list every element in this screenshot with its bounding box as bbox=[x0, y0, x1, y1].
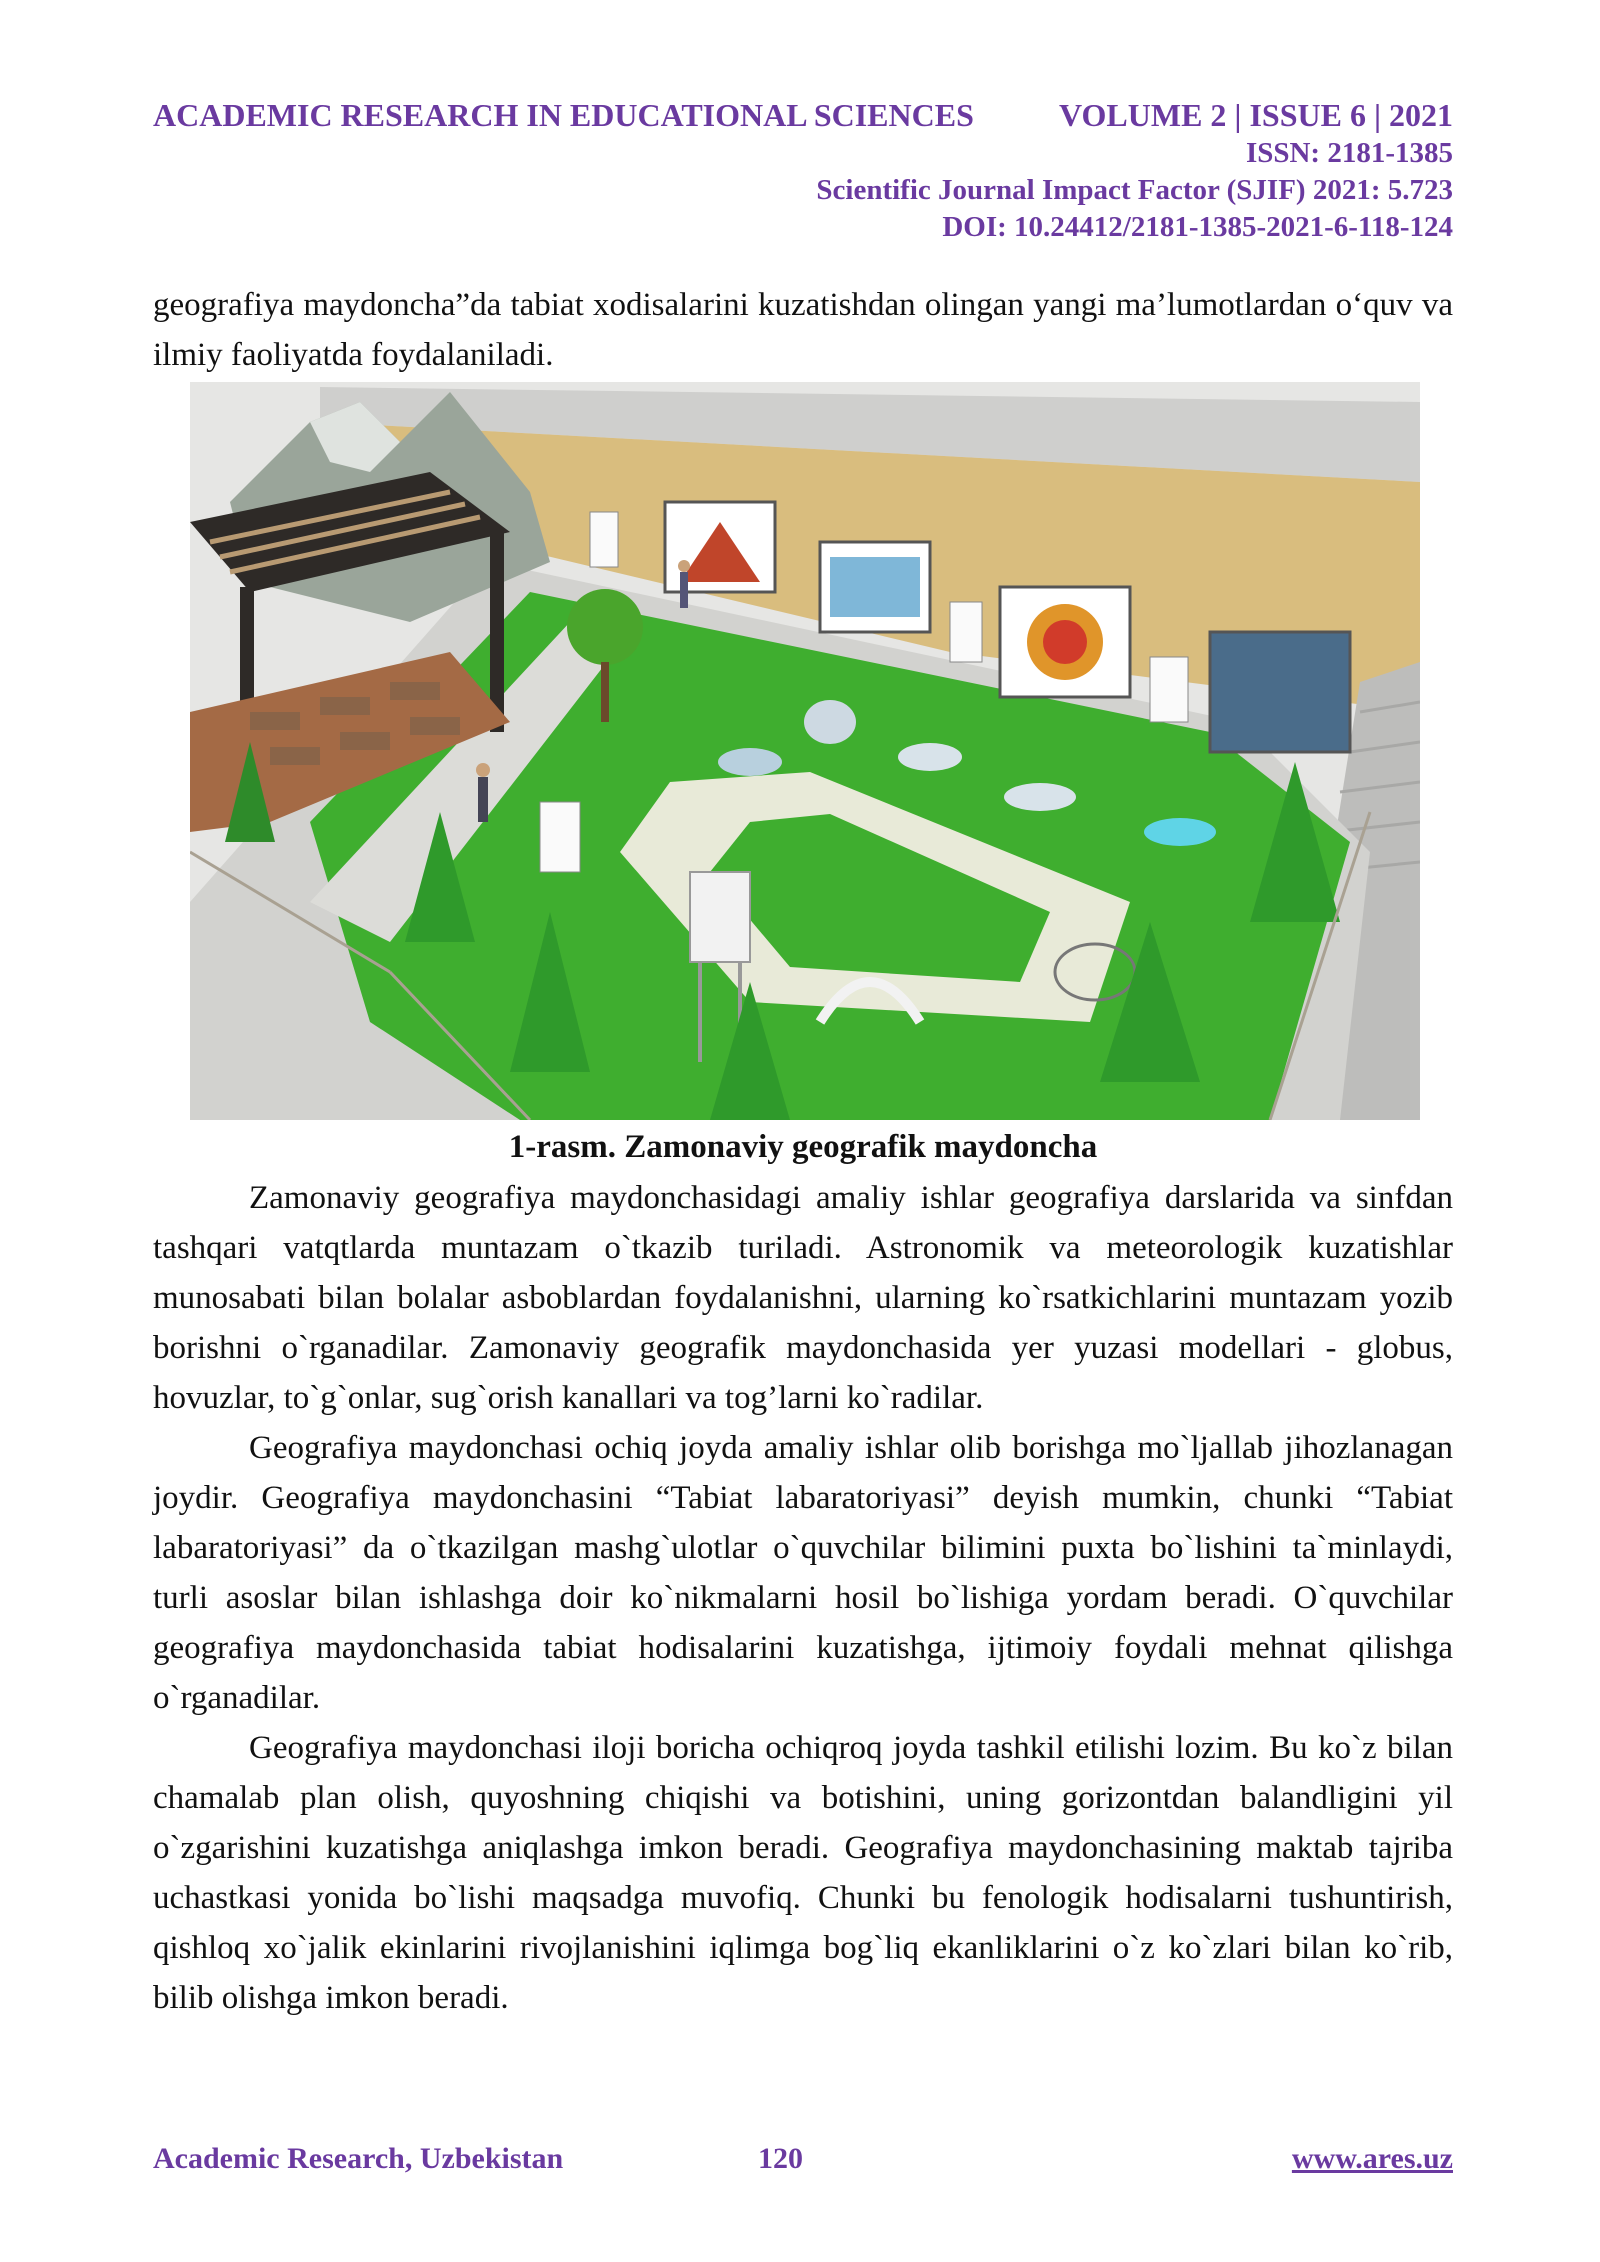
footer-website-link[interactable]: www.ares.uz bbox=[1291, 2142, 1453, 2175]
poster-ocean-section bbox=[1210, 632, 1350, 752]
figure-caption: 1-rasm. Zamonaviy geografik maydoncha bbox=[508, 1129, 1098, 1165]
globe-table bbox=[1144, 818, 1216, 846]
paragraph-3: Geografiya maydonchasi iloji boricha ochiqroq joyda tashkil etilishi lozim. Bu ko`z bilan chamalab plan olish, quyoshning chiqishi va botishini, uning gorizontdan balandligini yil o`zgarishini kuzatishga aniqlashga imkon beradi. Geografiya maydonchasining maktab tajriba uchastkasi yonida bo`lishi maqsadga muvofiq. Chunki bu fenologik hodisalarni tushuntirish, qishloq xo`jalik ekinlarini rivojlanishini iqlimga bog`liq ekanliklarini o`z ko`zlari bilan ko`rib, bilib olishga imkon beradi. bbox=[153, 1730, 1453, 2016]
instrument-table-2 bbox=[898, 743, 962, 771]
intro-paragraph: geografiya maydoncha”da tabiat xodisalarini kuzatishdan olingan yangi ma’lumotlardan o‘quv va ilmiy faoliyatda foydalaniladi. bbox=[153, 287, 1453, 373]
person-2-head bbox=[678, 560, 690, 572]
page-header bbox=[153, 95, 1453, 246]
instrument-table-3 bbox=[1004, 783, 1076, 811]
impact-factor: Scientific Journal Impact Factor (SJIF) 2021: 5.723 bbox=[816, 174, 1453, 206]
board-2 bbox=[950, 602, 982, 662]
figure-geography-site bbox=[190, 382, 1420, 1120]
weather-box-leg-1 bbox=[698, 962, 702, 1062]
board-1 bbox=[590, 512, 618, 567]
sundial-dish bbox=[804, 700, 856, 744]
board-4 bbox=[540, 802, 580, 872]
map-illustration bbox=[830, 557, 920, 617]
main-text bbox=[153, 1173, 1453, 2023]
person-1 bbox=[478, 777, 488, 822]
person-2 bbox=[680, 572, 688, 608]
volume-issue: VOLUME 2 | ISSUE 6 | 2021 bbox=[1059, 97, 1453, 133]
page-number: 120 bbox=[758, 2142, 803, 2175]
journal-title: ACADEMIC RESEARCH IN EDUCATIONAL SCIENCES bbox=[153, 97, 974, 133]
board-3 bbox=[1150, 657, 1188, 722]
intro-text bbox=[153, 280, 1453, 380]
paragraph-2: Geografiya maydonchasi ochiq joyda amaliy ishlar olib borishga mo`ljallab jihozlanagan joydir. Geografiya maydonchasini “Tabiat labaratoriyasi” deyish mumkin, chunki “Tabiat labaratoriyasi” da o`tkazilgan mashg`ulotlar o`quvchilar bilimini puxta bo`lishini ta`minlaydi, turli asoslar bilan ishlashga doir ko`nikmalarni hosil bo`lishiga yordam beradi. O`quvchilar geografiya maydonchasida tabiat hodisalarini kuzatishga, ijtimoiy foydali mehnat qilishga o`rganadilar. bbox=[153, 1430, 1453, 1716]
weather-box bbox=[690, 872, 750, 962]
site-render bbox=[190, 382, 1420, 1120]
footer-publisher: Academic Research, Uzbekistan bbox=[153, 2142, 564, 2175]
issn: ISSN: 2181-1385 bbox=[1245, 137, 1453, 169]
page-footer bbox=[153, 2142, 1453, 2182]
person-1-head bbox=[476, 763, 490, 777]
instrument-table-1 bbox=[718, 748, 782, 776]
earth-inner-core bbox=[1043, 620, 1087, 664]
paragraph-1: Zamonaviy geografiya maydonchasidagi amaliy ishlar geografiya darslarida va sinfdan tashqari vatqtlarda muntazam o`tkazib turiladi. Astronomik va meteorologik kuzatishlar munosabati bilan bolalar asboblardan foydalanishni, ularning ko`rsatkichlarini muntazam yozib borishni o`rganadilar. Zamonaviy geografik maydonchasida yer yuzasi modellari - globus, hovuzlar, to`g`onlar, sug`orish kanallari va tog’larni ko`radilar. bbox=[153, 1180, 1453, 1416]
doi: DOI: 10.24412/2181-1385-2021-6-118-124 bbox=[942, 211, 1453, 243]
